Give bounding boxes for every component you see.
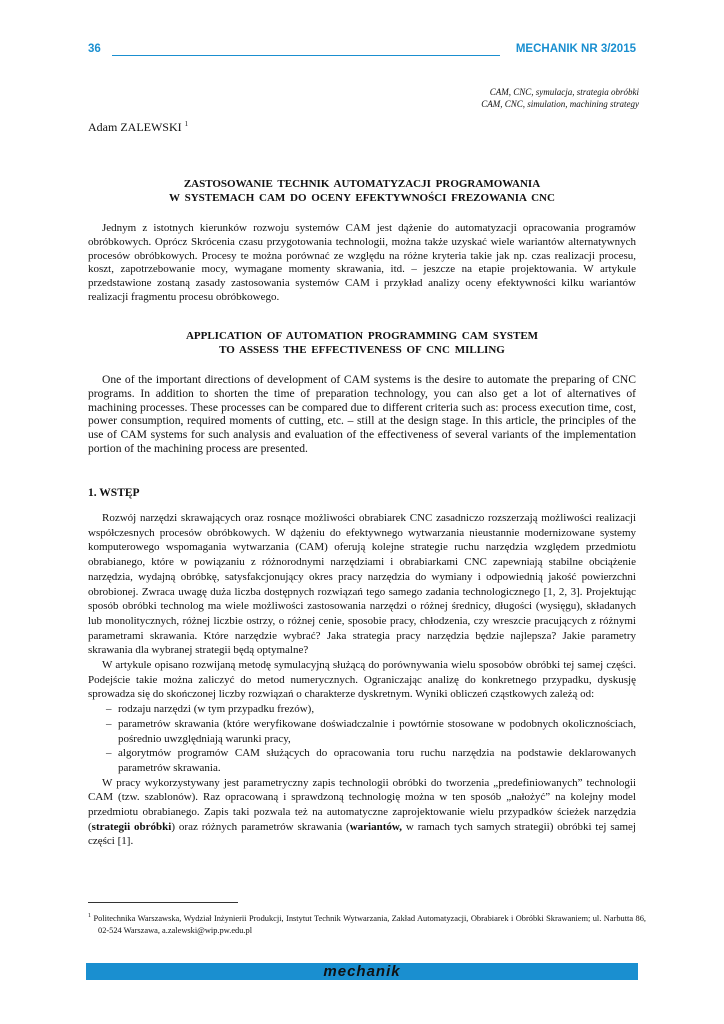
body-paragraph-1: Rozwój narzędzi skrawających oraz rosnące możliwości obrabiarek CNC zasadniczo rozszerzają możliwości realizacji współczesnych procesów obróbkowych. W dążeniu do efektywnego wytwarzania nieustannie modernizowane systemy komputerowego wspomagania wytwarzania (CAM) oferują kolejne strategie ruchu narzędzia względem przedmiotu obrabianego, które w powiązaniu z różnorodnymi narzędziami i obrabiarkami CNC zapewniają stabilne obciążenie narzędzia, wydajną obróbkę, satysfakcjonujący okres pracy narzędzia do wymiany i odpowiednią jakość powierzchni obrobionej. Zwraca uwagę duża liczba dostępnych rozwiązań tego samego zadania technologicznego [1, 2, 3]. Projektując sposób obróbki technolog ma wiele możliwości zastosowania narzędzi o różnej średnicy, długości (wysięgu), składanych lub monolitycznych, różnej liczbie ostrzy, o różnej cenie, sposobie pracy, chłodzenia, czy wreszcie pracujących z różnymi parametrami skrawania. Które narzędzie wybrać? Jaka strategia pracy narzędzia będzie najlepsza? Jakie parametry skrawania dla wybranej strategii będą optymalne? (88, 512, 636, 657)
footnote-mark: 1 (88, 913, 91, 919)
p3-middle: ) oraz różnych parametrów skrawania ( (171, 820, 350, 833)
keywords-pl: CAM, CNC, symulacja, strategia obróbki (489, 87, 639, 97)
journal-name: MECHANIK NR 3/2015 (515, 43, 636, 55)
keywords (481, 86, 639, 110)
page-number: 36 (88, 43, 101, 55)
footnote (88, 910, 646, 937)
dependency-list (88, 702, 636, 776)
p3-start: W pracy wykorzystywany jest parametryczny zapis technologii obróbki do tworzenia „predefiniowanych” technologii CAM (tzw. szablonów). Raz opracowaną i sprawdzoną technologię można w ten sposób „nałożyć” na kolejny model przedmiotu obrabianego. Zapis taki pozwala też na automatyczne zaprojektowanie wielu przypadków ścieżek narzędzia ( (88, 776, 636, 833)
list-item (88, 702, 636, 717)
body-paragraph-3 (88, 776, 636, 850)
list-item-text: parametrów skrawania (które weryfikowane doświadczalnie i powtórnie stosowane w podobnych okolicznościach, pośrednio uwzględniają warunki pracy, (118, 717, 636, 745)
title-english-line2: TO ASSESS THE EFFECTIVENESS OF CNC MILLING (219, 344, 505, 356)
list-dash: – (106, 717, 112, 730)
mechanik-logo: mechanik (323, 963, 401, 980)
p3-bold-strategy: strategii obróbki (91, 820, 172, 833)
keywords-en: CAM, CNC, simulation, machining strategy (481, 99, 639, 109)
title-english-line1: APPLICATION OF AUTOMATION PROGRAMMING CAM SYSTEM (185, 330, 539, 342)
footnote-rule (88, 902, 238, 903)
header-rule (112, 55, 500, 56)
p3-end: w ramach tych samych strategii) obróbki tej samej części [1]. (88, 820, 636, 848)
abstract-english: One of the important directions of development of CAM systems is the desire to automate the preparing of CNC programs. In addition to shorten the time of preparation technology, you can also get a lot of alternatives of machining processes. These processes can be compared due to different criteria such as: process execution time, cost, power consumption, required moments of cutting, etc. – still at the design stage. In this article, the principles of the use of CAM systems for such analysis and evaluation of the effectiveness of several variants of the implementation portion of the machining process are presented. (88, 373, 636, 455)
list-dash: – (106, 703, 112, 716)
abstract-polish: Jednym z istotnych kierunków rozwoju systemów CAM jest dążenie do automatyzacji opracowania programów obróbkowych. Oprócz Skrócenia czasu przygotowania technologii, można także uzyskać wiele wariantów alternatywnych procesów obróbkowych. Procesy te można porównać ze względu na różne kryteria takie jak np. czas realizacji procesu, koszt, zapotrzebowanie mocy, wymagane momenty skrawania, itd. – jeszcze na etapie projektowania. W artykule przedstawione zostaną zasady zastosowania systemów CAM i przykład analizy oceny efektywności kilku wariantów realizacji fragmentu procesu obróbkowego. (88, 222, 636, 303)
list-dash: – (106, 747, 112, 760)
list-item-text: rodzaju narzędzi (w tym przypadku frezów), (118, 703, 315, 716)
author-line (88, 120, 188, 135)
section-heading: 1. WSTĘP (88, 487, 140, 499)
list-item (88, 717, 636, 746)
footnote-text: Politechnika Warszawska, Wydział Inżynierii Produkcji, Instytut Technik Wytwarzania, Zakład Automatyzacji, Obrabiarek i Obróbki Skrawaniem; ul. Narbutta 86, 02-524 Warszawa, a.zalewski@wip.pw.edu.pl (93, 913, 646, 935)
body-paragraph-2: W artykule opisano rozwijaną metodę symulacyjną służącą do porównywania wielu sposobów obróbki tej samej części. Podejście takie można zaliczyć do metod numerycznych. Ograniczając analizę do konkretnego przypadku, dyskusję sprowadza się do skończonej liczby rozwiązań o charakterze dyskretnym. Wyniki obliczeń cząstkowych zależą od: (88, 659, 636, 701)
section-body (88, 511, 636, 849)
p3-bold-variants: wariantów, (349, 820, 402, 833)
footer-bar (86, 963, 638, 980)
list-item (88, 746, 636, 775)
title-english (88, 329, 636, 357)
title-polish (88, 177, 636, 205)
list-item-text: algorytmów programów CAM służących do opracowania toru ruchu narzędzia na podstawie deklarowanych parametrów skrawania. (118, 747, 636, 774)
page-header (88, 38, 636, 62)
author-name: Adam ZALEWSKI (88, 120, 182, 134)
title-polish-line1: ZASTOSOWANIE TECHNIK AUTOMATYZACJI PROGRAMOWANIA (183, 178, 541, 190)
author-footnote-mark: 1 (184, 120, 189, 128)
title-polish-line2: W SYSTEMACH CAM DO OCENY EFEKTYWNOŚCI FREZOWANIA CNC (169, 192, 555, 204)
